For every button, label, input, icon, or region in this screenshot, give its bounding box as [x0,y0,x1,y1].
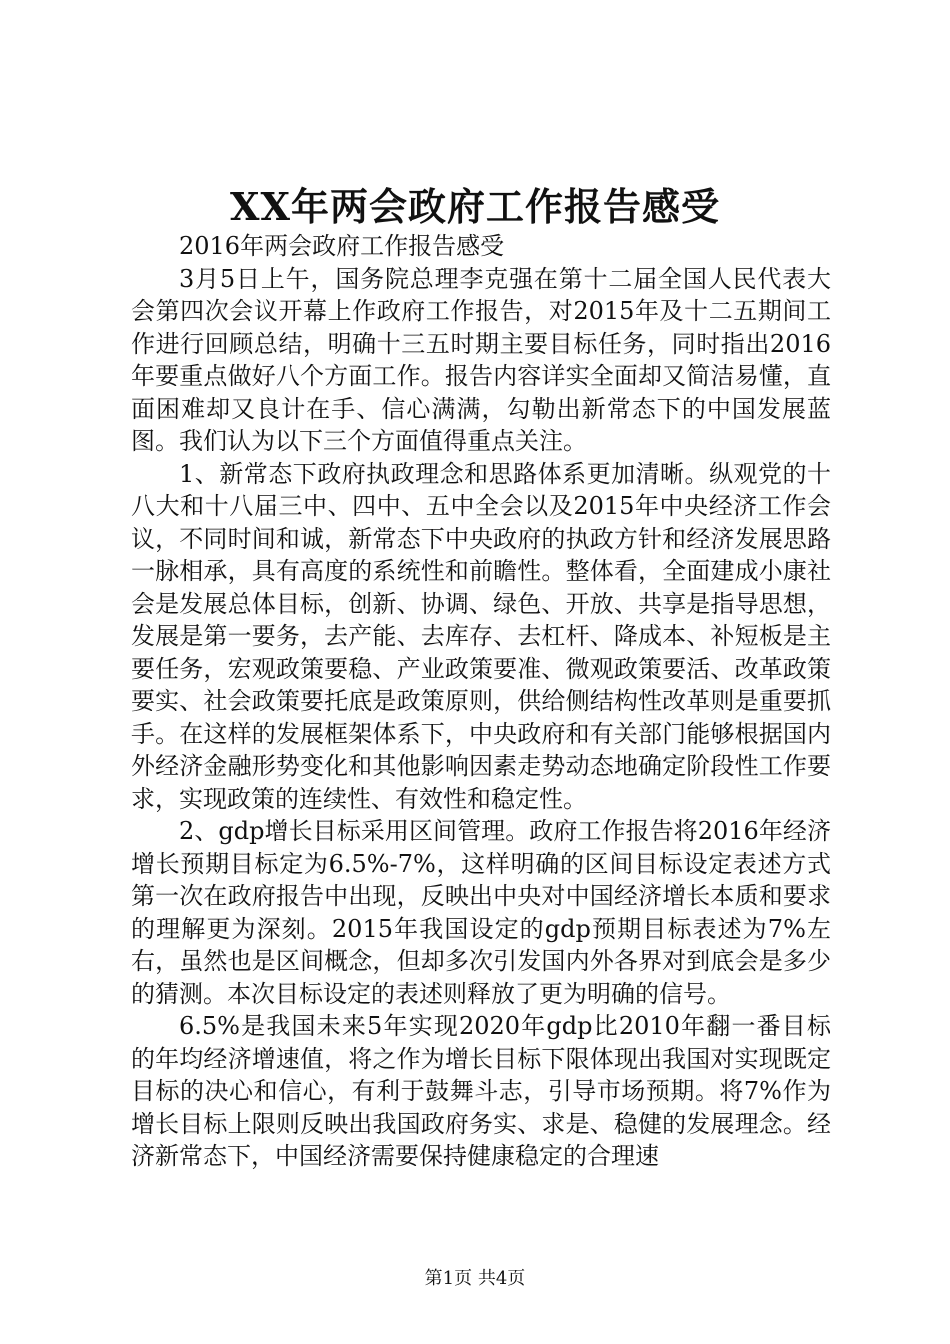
paragraph-intro: 3月5日上午，国务院总理李克强在第十二届全国人民代表大会第四次会议开幕上作政府工作报告，对2015年及十二五期间工作进行回顾总结，明确十三五时期主要目标任务，同时指出2016年要重点做好八个方面工作。报告内容详实全面却又简洁易懂，直面困难却又良计在手、信心满满，勾勒出新常态下的中国发展蓝图。我们认为以下三个方面值得重点关注。 [131,264,831,455]
paragraph-point-2-detail: 6.5%是我国未来5年实现2020年gdp比2010年翻一番目标的年均经济增速值，将之作为增长目标下限体现出我国对实现既定目标的决心和信心，有利于鼓舞斗志，引导市场预期。将7%作为增长目标上限则反映出我国政府务实、求是、稳健的发展理念。经济新常态下，中国经济需要保持健康稳定的合理速 [131,1012,831,1170]
paragraph-point-1: 1、新常态下政府执政理念和思路体系更加清晰。纵观党的十八大和十八届三中、四中、五中全会以及2015年中央经济工作会议，不同时间和诚，新常态下中央政府的执政方针和经济发展思路一脉相承，具有高度的系统性和前瞻性。整体看，全面建成小康社会是发展总体目标，创新、协调、绿色、开放、共享是指导思想，发展是第一要务，去产能、去库存、去杠杆、降成本、补短板是主要任务，宏观政策要稳、产业政策要准、微观政策要活、改革政策要实、社会政策要托底是政策原则，供给侧结构性改革则是重要抓手。在这样的发展框架体系下，中央政府和有关部门能够根据国内外经济金融形势变化和其他影响因素走势动态地确定阶段性工作要求，实现政策的连续性、有效性和稳定性。 [131,459,831,813]
paragraph-point-2: 2、gdp增长目标采用区间管理。政府工作报告将2016年经济增长预期目标定为6.5%-7%，这样明确的区间目标设定表述方式第一次在政府报告中出现，反映出中央对中国经济增长本质和要求的理解更为深刻。2015年我国设定的gdp预期目标表述为7%左右，虽然也是区间概念，但却多次引发国内外各界对到底会是多少的猜测。本次目标设定的表述则释放了更为明确的信号。 [131,817,831,1008]
document-body [131,230,831,1173]
page-footer: 第1页 共4页 [424,1268,526,1289]
document-title: XX年两会政府工作报告感受 [230,184,720,229]
paragraph-subtitle: 2016年两会政府工作报告感受 [179,232,505,260]
